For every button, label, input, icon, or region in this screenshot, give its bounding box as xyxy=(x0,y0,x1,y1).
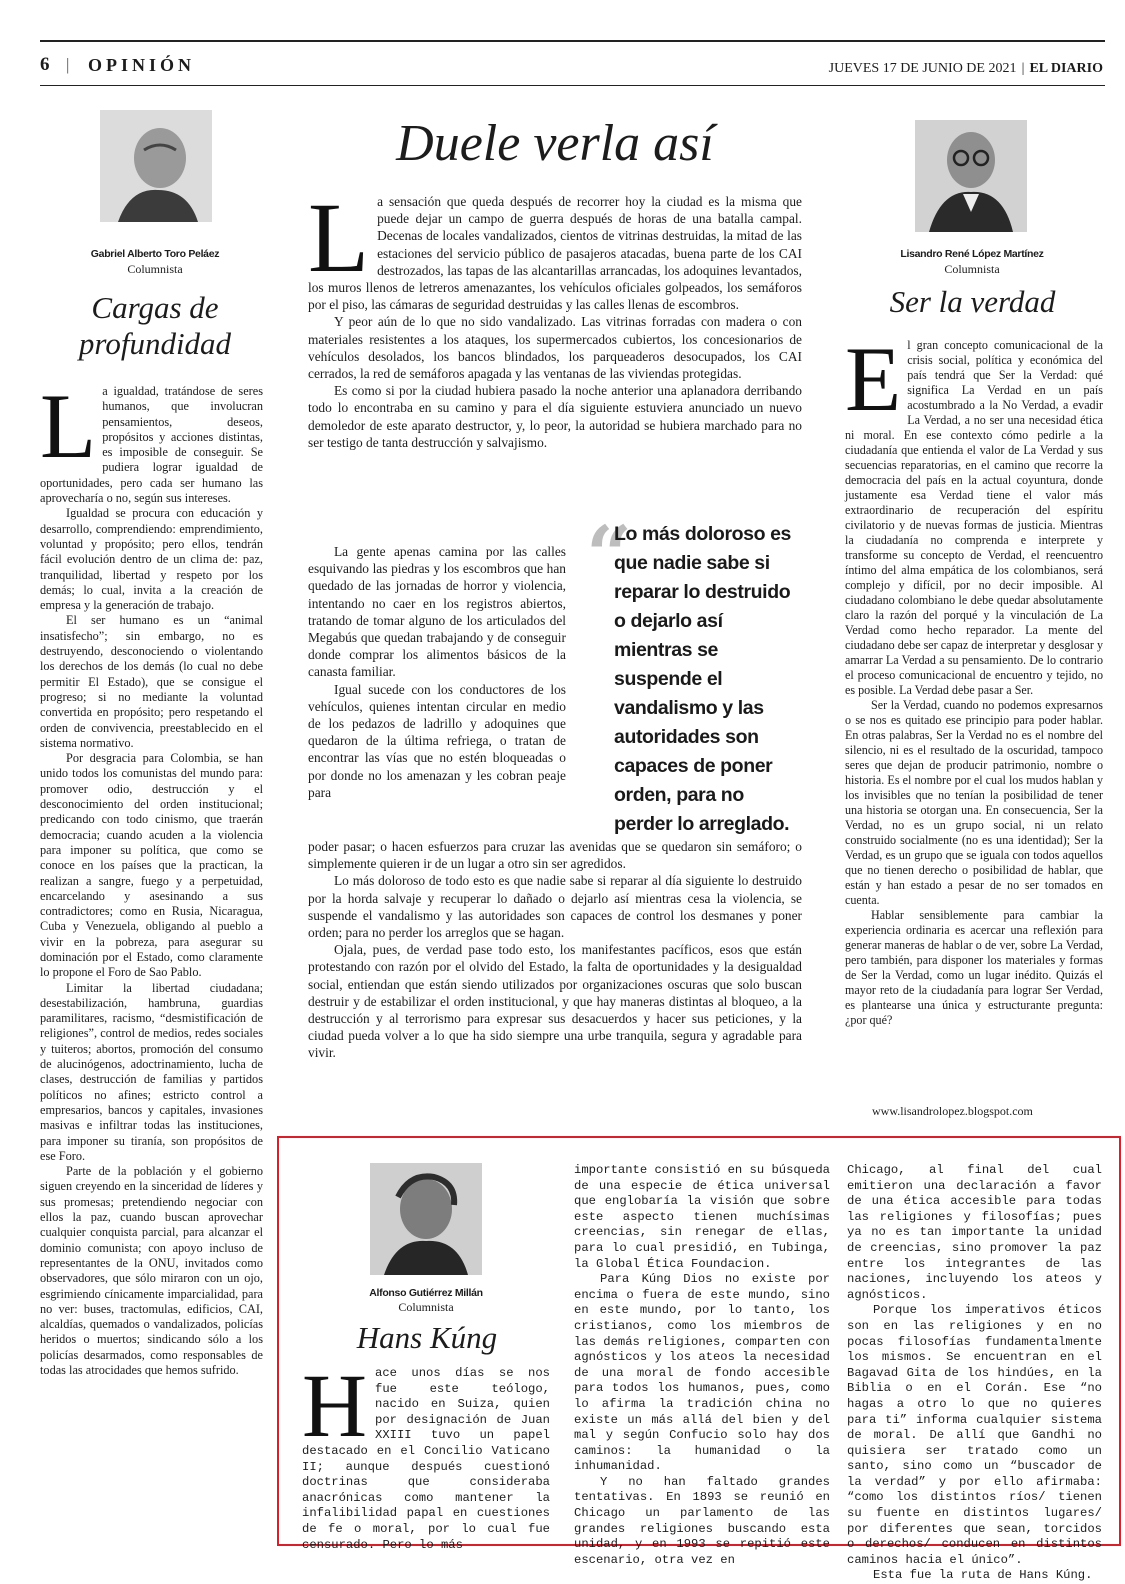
paragraph: Porque los imperativos éticos son en las religiones y en no pocas filosofías fundamentalmente los mismos. Se encuentran en el Bagavad Gita de los hindúes, en la Biblia o en el Corán. Ese “no hagas a otro lo que no quieres para ti” informa cualquier sistema de moral. De allí que Gandhi no quisiera ser tratado como un santo, sino como un “buscador de la verdad” y por ello afirmaba: “como los distintos ríos/ tienen su fuente en distintos lugares/ por diferentes que sean, torcidos o derechos/ conducen en distintos caminos hacia el único”. xyxy=(847,1303,1102,1567)
quote-mark-icon: “ xyxy=(586,508,633,602)
author-name: Lisandro René López Martínez xyxy=(900,248,1044,260)
right-column-body xyxy=(845,328,1103,1104)
paragraph: poder pasar; o hacen esfuerzos para cruzar las avenidas que se quedaron sin semáforo; o simplemente quieren ir de un lugar a otro sin ser agredidos. xyxy=(308,839,802,872)
paragraph: importante consistió en su búsqueda de una especie de ética universal que englobaría la visión que sobre este aspecto tienen muchísimas creencias, sin renegar de ellas, para lo cual presidió, en Tubinga, la Global Ética Foundacion. xyxy=(574,1163,830,1271)
column-title: Ser la verdad xyxy=(889,284,1056,319)
pull-quote: Lo más doloroso es que nadie sabe si reparar lo destruido o dejarlo así mientras se suspende el vandalismo y las autoridades son capaces de poner orden, para no perder lo arreglado. xyxy=(614,523,792,835)
article-headline: Duele verla así xyxy=(396,115,714,172)
drop-cap: H xyxy=(302,1357,367,1456)
top-rule xyxy=(40,40,1105,42)
dateline-separator: | xyxy=(1021,61,1025,76)
paragraph: Y no han faltado grandes tentativas. En 1893 se reunió en Chicago un parlamento de las grandes religiones buscando esta unidad, y en 1993 se repitió este escenario, otra vez en xyxy=(574,1474,830,1567)
page-number: 6 xyxy=(40,54,51,75)
author-role: Columnista xyxy=(398,1300,454,1314)
drop-cap: L xyxy=(40,375,97,477)
paragraph: Para Kúng Dios no existe por encima o fuera de este mundo, sino en este mundo, por lo tanto, los cristianos, como los miembros de las demás religiones, comparten con agnósticos y los ateos la necesidad de una moral de fondo accesible para todos los humanos, pues, como lo afirma la tradición china no existe un más allá del bien y del mal y según Confucio solo hay dos caminos: la humanidad o la inhumanidad. xyxy=(574,1272,830,1474)
drop-cap: E xyxy=(845,328,902,430)
paragraph: Igualdad se procura con educación y desarrollo, comprendiendo: emprendimiento, voluntad y propósito; pero ellos, tendrán fácil evolución dentro de un clima de: paz, tranquilidad, libertad y respeto por los demás; lo cual, invita a la creación de empresa y la generación de trabajo. xyxy=(40,506,263,613)
newspaper-brand: EL DIARIO xyxy=(1029,61,1103,76)
paragraph: Igual sucede con los conductores de los vehículos, quienes intentan circular en medio de los pedazos de ladrillo y adoquines que quedaron de la última refriega, o tratan de encontrar las vías que no estén bloqueadas o por donde no los amenazan y les cobran peaje para xyxy=(308,681,566,800)
paragraph: La gente apenas camina por las calles esquivando las piedras y los escombros que han quedado de las jornadas de horror y violencia, intentando no caer en los registros abiertos, tratando de tomar alguno de los articulados del Megabús que quedan trabajando y de conseguir donde comprar los alimentos básicos de la canasta familiar. xyxy=(308,544,566,680)
author-role: Columnista xyxy=(944,262,1000,276)
paragraph: El ser humano es un “animal insatisfecho”; sin embargo, no es destruyendo, desconociendo o violentando los derechos de los demás (lo cual no debe permitir El Estado), que se consigue el progreso; si no mediante la voluntad convertida en propósito; pero respetando el orden de convivencia, preestablecido en el sistema normativo. xyxy=(40,613,263,750)
author-role: Columnista xyxy=(127,262,183,276)
issue-date: JUEVES 17 DE JUNIO DE 2021 xyxy=(828,61,1017,76)
header-bottom-rule xyxy=(40,85,1105,86)
paragraph: Parte de la población y el gobierno siguen creyendo en la sinceridad de líderes y sus promesas; pretendiendo negociar con ellos la paz, cuando buscan aprovechar cualquier conquista parcial, para alcanzar el dominio comunista; con apoyo incluso de representantes de la ONU, invitados como observadores, que sólo miraron con un ojo, esgrimiendo cínicamente imparcialidad, para no ver: buses, tractomulas, edificios, CAI, alcaldías, quemados o vandalizados, policías heridos o muertos; sindicando sólo a los policías desarmados, como responsables de todas las atrocidades que hemos sufrido. xyxy=(40,1164,263,1377)
paragraph: l gran concepto comunicacional de la crisis social, política y económica del país tendrá que Ser la Verdad: qué significa La Verdad en un país acostumbrado a la No Verdad, a evadir La Verdad, a no ser una necesidad ética ni moral. En ese contexto cómo pedirle a la ciudadanía que entienda el valor de La Verdad y sus secuencias reparatorias, en el camino que recorre la democracia del país en la actual coyuntura, donde justamente esa Verdad tiene el valor más extraordinario de recuperación del espíritu civilatorio y de nuevas formas de justicia. Mientras la ciudadanía no comprenda e interprete y transforme su concepto de Verdad, el reencuentro íntimo del alma empática de los colombianos, será complejo y difícil, por no decir imposible. Al ciudadano colombiano le debe quedar absolutamente claro la razón del porqué y la vinculación de La Verdad como hecho reparador. La mente del ciudadano debe ser capaz de interpretar y desglosar y amarrar La Verdad a su pensamiento. De lo contrario el proceso comunicacional de encuentro y tejido, no es posible. La Verdad debe pasar a Ser. xyxy=(845,338,1103,697)
author-photo-gutierrez xyxy=(370,1163,482,1275)
author-name: Alfonso Gutiérrez Millán xyxy=(369,1287,483,1299)
paragraph: Ojala, pues, de verdad pase todo esto, los manifestantes pacíficos, esos que están protestando con razón por el olvido del Estado, la falta de oportunidades y la desigualdad social, entiendan que están siendo utilizados por organizaciones oscuras que solo buscan destruir y de estabilizar el orden institucional, y que hay maneras distintas al bloqueo, a la destrucción y al terrorismo para expresar sus desacuerdos y hacer sus peticiones, y la ciudad pueda volver a lo que ha sido siempre una urbe tranquila, segura y agradable para vivir. xyxy=(308,942,802,1061)
paragraph: Por desgracia para Colombia, se han unido todos los comunistas del mundo para: promover odio, destrucción y el desconocimiento del orden institucional; predicando con todo cinismo, que traerán democracia; cuando acuden a la violencia para imponer su política, que como se conoce en los países que la practican, la realizan a sangre, fuego y a perpetuidad, encarcelando y asesinando a sus contradictores; como en Rusia, Nicaragua, Cuba y Venezuela, obligando al pueblo a vivir en la pobreza, para asegurar su dominación por el Estado, como claramente lo propone el Foro de Sao Pablo. xyxy=(40,751,263,980)
author-name: Gabriel Alberto Toro Peláez xyxy=(90,248,220,260)
bottom-article-col1 xyxy=(302,1357,550,1552)
paragraph: Ser la Verdad, cuando no podemos expresarnos o se nos es quitado ese principio para poder hablar. En otras palabras, Ser la Verdad no es el nombre del silencio, ni es el resultado de la oscuridad, tampoco seres que dejan de producir patrimonio, nombre o historia. Es el nombre por el cual los mudos hablan y los invisibles que no tenían la posibilidad de tener una historia se otorgan una. En consecuencia, Ser la Verdad, no es un grupo social, ni un relato construido socialmente (no es una identidad); Ser la Verdad, es un grupo que se iguala con todos aquellos que no tienen derecho o posibilidad de hablar, que están y han estado a pesar de no ser tomados en cuenta. xyxy=(845,698,1103,907)
left-column-body xyxy=(40,375,263,1524)
author-photo-toro xyxy=(100,110,212,222)
author-photo-lopez xyxy=(915,120,1027,232)
bottom-article-col2 xyxy=(574,1163,830,1567)
paragraph: Es como si por la ciudad hubiera pasado la noche anterior una aplanadora derribando todo lo encontraba en su camino y para el día siguiente estuviera anunciado un nuevo demoledor de este aparato destructor, y, lo peor, la autoridad se hubiera marchado para no ser testigo de tanta destrucción y salvajismo. xyxy=(308,383,802,450)
drop-cap: L xyxy=(308,182,370,293)
paragraph: Chicago, al final del cual emitieron una declaración a favor de una ética accesible para todas las religiones y filosofías; pues ya no es tan importante la unidad de creencias, sino promover la paz entre los integrantes de las naciones, incluyendo los ateos y agnósticos. xyxy=(847,1163,1102,1302)
paragraph: Esta fue la ruta de Hans Kúng. xyxy=(873,1568,1093,1583)
paragraph: ace unos días se nos fue este teólogo, nacido en Suiza, quien por designación de Juan XXIII tuvo un papel destacado en el Concilio Vaticano II; aunque después cuestionó doctrinas que consideraba anacrónicas como mantener la infalibilidad papal en cuestiones de fe o moral, por lo cual fue censurado. Pero lo más xyxy=(302,1366,550,1552)
column-title: Hans Kúng xyxy=(356,1320,498,1355)
center-article-tail xyxy=(308,838,802,1128)
header-separator: | xyxy=(66,55,70,74)
paragraph: Limitar la libertad ciudadana; desestabilización, hambruna, guardias paramilitares, racismo, “desmistificación de religiones”, control de medios, redes sociales y tuiteros; abortos, promoción del consumo de alucinógenos, adoctrinamiento, lucha de clases, destrucción de familias y partidos políticos no afines; estricto control a empresarios, bancos y capitales, invasiones masivas e infiltrar todas las instituciones, para imponer su tiranía, son propósitos de ese Foro. xyxy=(40,980,263,1163)
center-article-body xyxy=(308,182,802,511)
author-blog-url: www.lisandrolopez.blogspot.com xyxy=(872,1104,1033,1118)
paragraph: Hablar sensiblemente para cambiar la experiencia ordinaria es acercar una reflexión para generar maneras de hablar o de ver, sobre La Verdad, pero también, para disponer los materiales y formas de Ser la Verdad, como un lugar inédito. Quizás el mayor reto de la ciudadanía para lograr Ser Verdad, es plantearse una única y estructurante pregunta: ¿por qué? xyxy=(845,908,1103,1027)
column-title: Cargas de profundidad xyxy=(78,290,232,361)
section-name: OPINIÓN xyxy=(88,55,196,75)
paragraph: Y peor aún de lo que no sido vandalizado. Las vitrinas forradas con madera o con materiales resistentes a los ataques, los supermercados cubiertos, los concesionarios de vehículos desolados, los bancos blindados, los parqueaderos desocupados, los CAI cerrados, la red de semáforos apagada y las ventanas de las viviendas protegidas. xyxy=(308,314,802,382)
paragraph: a sensación que queda después de recorrer hoy la ciudad es la misma que puede dejar un campo de guerra después de horas de una batalla campal. Decenas de locales vandalizados, cientos de vitrinas destruidas, la mitad de las estaciones del servicio público de pasajeros atacadas, buena parte de los CAI destrozados, las tapas de las alcantarillas arrancadas, los adoquines levantados, los muros llenos de letreros amenazantes, los vehículos oficiales golpeados, los semáforos por el piso, las cámaras de seguridad destruidas y las calles llenas de escombros. xyxy=(308,194,802,313)
paragraph: a igualdad, tratándose de seres humanos, que involucran pensamientos, deseos, propósitos y acciones distintas, es imposible de conseguir. Se pudiera lograr igualdad de oportunidades, pero cada ser humano las aprovecharía o no, según sus intereses. xyxy=(40,384,263,506)
header-dateline xyxy=(829,57,1103,77)
center-article-narrow-body xyxy=(308,543,566,845)
paragraph: Lo más doloroso de todo esto es que nadie sabe si reparar al día siguiente lo destruido por la horda salvaje y recuperar lo dañado o dejarlo así mientras cesa la violencia, se suspende el vandalismo y las autoridades son capaces de control los desmanes y poner orden; para no perder los arreglos que se hagan. xyxy=(308,873,802,941)
bottom-article-col3 xyxy=(847,1163,1102,1583)
